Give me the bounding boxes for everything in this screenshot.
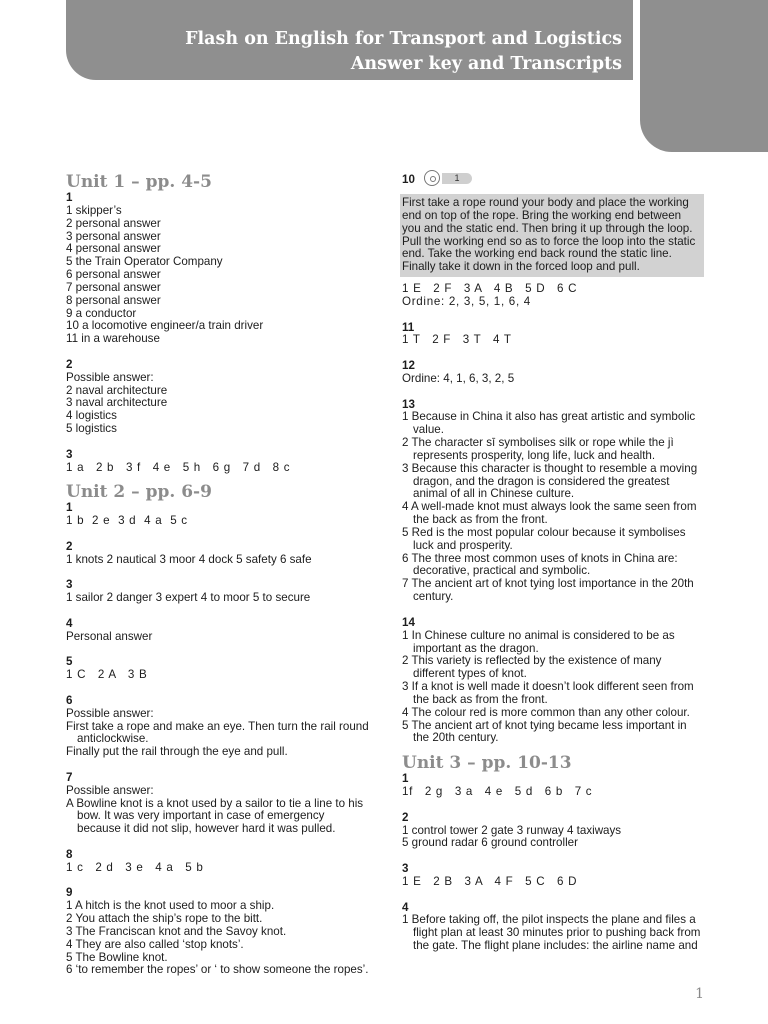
- answer-line: 1 b 2 e 3 d 4 a 5 c: [66, 514, 188, 528]
- answer-line: 3 Because this character is thought to resemble a moving dragon, and the dragon is considered the greatest animal of all in Chinese culture.: [402, 461, 698, 501]
- answer-line: 10 a locomotive engineer/a train driver: [66, 319, 264, 333]
- exercise-number: 7: [66, 770, 73, 784]
- answer-line: 2 You attach the ship’s rope to the bitt.: [66, 912, 263, 926]
- exercise-number: 8: [66, 847, 73, 861]
- answer-line: 11 in a warehouse: [66, 332, 160, 346]
- answer-line: 4 personal answer: [66, 242, 161, 256]
- answer-line: 3 The Franciscan knot and the Savoy knot.: [66, 924, 287, 938]
- answer-line: Finally put the rail through the eye and pull.: [66, 745, 288, 759]
- answer-line: 1 a 2 b 3 f 4 e 5 h 6 g 7 d 8 c: [66, 460, 291, 474]
- audio-track-number: 1: [442, 173, 472, 184]
- answer-line: 1 sailor 2 danger 3 expert 4 to moor 5 to secure: [66, 591, 311, 605]
- answer-line: Ordine: 4, 1, 6, 3, 2, 5: [402, 371, 515, 385]
- document-subtitle: Answer key and Transcripts: [350, 54, 622, 74]
- exercise-number: 3: [66, 578, 73, 592]
- answer-line: 1 E 2 F 3 A 4 B 5 D 6 C: [402, 282, 578, 296]
- answer-line: 1 c 2 d 3 e 4 a 5 b: [66, 860, 204, 874]
- exercise-10-answers: [402, 283, 702, 309]
- answer-line: 1 T 2 F 3 T 4 T: [402, 333, 512, 347]
- answer-line: 5 The Bowline knot.: [66, 950, 168, 964]
- answer-line: 4 The colour red is more common than any other colour.: [402, 705, 690, 719]
- unit-3-exercise-3: [402, 863, 702, 889]
- answer-line: 6 The three most common uses of knots in China are: decorative, practical and symbolic.: [402, 551, 678, 578]
- answer-line: 7 The ancient art of knot tying lost importance in the 20th century.: [402, 577, 694, 604]
- answer-line: 5 Red is the most popular colour because it symbolises luck and prosperity.: [402, 525, 686, 552]
- answer-line: 6 personal answer: [66, 268, 161, 282]
- answer-line: 4 They are also called ‘stop knots’.: [66, 937, 244, 951]
- answer-line: First take a rope and make an eye. Then turn the rail round anticlockwise.: [66, 719, 369, 746]
- unit-3-exercise-2: [402, 812, 702, 851]
- answer-line: 2 naval architecture: [66, 383, 168, 397]
- page-number: 1: [695, 986, 704, 1002]
- right-column: [402, 172, 702, 966]
- answer-line: 8 personal answer: [66, 293, 161, 307]
- exercise-14: [402, 617, 702, 745]
- exercise-number: 6: [66, 693, 73, 707]
- answer-line: Ordine: 2, 3, 5, 1, 6, 4: [402, 294, 531, 308]
- unit-3-heading: Unit 3 – pp. 10-13: [402, 753, 572, 774]
- unit-2-heading: Unit 2 – pp. 6-9: [66, 482, 212, 503]
- answer-line: Possible answer:: [66, 706, 154, 720]
- answer-line: 1 A hitch is the knot used to moor a ship.: [66, 899, 275, 913]
- unit-3-exercise-4: [402, 902, 702, 953]
- exercise-number: 4: [66, 616, 73, 630]
- document-title: Flash on English for Transport and Logistics: [185, 29, 622, 49]
- answer-line: 5 logistics: [66, 422, 117, 436]
- exercise-number: 2: [402, 810, 409, 824]
- answer-line: 6 ‘to remember the ropes’ or ‘ to show someone the ropes’.: [66, 963, 369, 977]
- answer-line: Personal answer: [66, 629, 153, 643]
- exercise-number: 2: [66, 357, 73, 371]
- answer-line: 5 ground radar 6 ground controller: [402, 836, 578, 850]
- exercise-number: 9: [66, 886, 73, 900]
- answer-line: 1 E 2 B 3 A 4 F 5 C 6 D: [402, 874, 578, 888]
- answer-line: 4 logistics: [66, 409, 117, 423]
- answer-line: 3 personal answer: [66, 229, 161, 243]
- answer-line: 1 C 2 A 3 B: [66, 668, 148, 682]
- answer-line: 1f 2 g 3 a 4 e 5 d 6 b 7 c: [402, 785, 593, 799]
- answer-line: 1 control tower 2 gate 3 runway 4 taxiways: [402, 823, 622, 837]
- exercise-number: 14: [402, 615, 415, 629]
- answer-line: 1 Because in China it also has great artistic and symbolic value.: [402, 410, 696, 437]
- answer-line: 2 The character sī symbolises silk or rope while the jì represents prosperity, long life, luck and health.: [402, 436, 674, 462]
- answer-line: A Bowline knot is a knot used by a sailor to tie a line to his bow. It was very important in case of emergency because it did not slip, however hard it was pulled.: [66, 796, 364, 836]
- answer-line: 1 knots 2 nautical 3 moor 4 dock 5 safety 6 safe: [66, 552, 312, 566]
- unit-2-exercise-4: [66, 618, 371, 644]
- exercise-number: 3: [402, 862, 409, 876]
- audio-transcript: First take a rope round your body and place the working end on top of the rope. Bring the working end between you and the static end. Then bring it up through the loop. Pull the working end so as to force the loop into the static end. Take the working end back round the static line. Finally take it down in the forced loop and pull.: [400, 194, 704, 277]
- unit-1-exercise-1: [66, 192, 371, 346]
- unit-3-exercise-1: [402, 773, 702, 799]
- exercise-11: [402, 322, 702, 348]
- answer-line: 3 If a knot is well made it doesn’t look different seen from the back as from the front.: [402, 680, 694, 706]
- unit-2-exercise-3: [66, 579, 371, 605]
- unit-2-exercise-9: [66, 887, 371, 977]
- left-column: [66, 172, 371, 990]
- exercise-number: 11: [402, 320, 415, 334]
- answer-line: 2 This variety is reflected by the existence of many different types of knot.: [402, 654, 662, 681]
- exercise-number: 13: [402, 397, 415, 411]
- answer-line: Possible answer:: [66, 783, 154, 797]
- unit-2-exercise-1: [66, 502, 371, 528]
- exercise-10-header: [402, 172, 702, 196]
- exercise-10-number: 10: [402, 173, 415, 186]
- answer-line: 4 A well-made knot must always look the same seen from the back as from the front.: [402, 500, 697, 527]
- unit-2-exercise-2: [66, 541, 371, 567]
- unit-2-exercise-7: [66, 772, 371, 836]
- answer-line: 5 The ancient art of knot tying became less important in the 20th century.: [402, 718, 687, 745]
- exercise-number: 3: [66, 447, 73, 461]
- exercise-number: 1: [402, 772, 409, 786]
- exercise-12: [402, 360, 702, 386]
- audio-cd-icon: [424, 170, 440, 186]
- answer-line: 1 In Chinese culture no animal is considered to be as important as the dragon.: [402, 628, 675, 655]
- unit-2-exercise-8: [66, 849, 371, 875]
- answer-line: 3 naval architecture: [66, 396, 168, 410]
- answer-line: 7 personal answer: [66, 280, 161, 294]
- exercise-number: 4: [402, 900, 409, 914]
- answer-line: 9 a conductor: [66, 306, 137, 320]
- unit-1-heading: Unit 1 – pp. 4-5: [66, 172, 212, 192]
- exercise-13: [402, 399, 702, 605]
- unit-2-exercise-6: [66, 695, 371, 759]
- answer-line: Possible answer:: [66, 370, 154, 384]
- exercise-number: 1: [66, 191, 73, 204]
- unit-1-exercise-2: [66, 359, 371, 436]
- unit-2-exercise-5: [66, 656, 371, 682]
- exercise-number: 5: [66, 655, 73, 669]
- answer-line: 5 the Train Operator Company: [66, 255, 223, 269]
- answer-line: 2 personal answer: [66, 216, 161, 230]
- exercise-number: 12: [402, 359, 415, 373]
- answer-line: 1 skipper’s: [66, 203, 122, 217]
- answer-line: 1 Before taking off, the pilot inspects the plane and files a flight plan at least 30 minutes prior to pushing back from the gate. The flight plane includes: the airline name and: [402, 913, 701, 953]
- corner-tab: [640, 0, 768, 152]
- header-banner: [66, 0, 633, 80]
- exercise-number: 1: [66, 501, 73, 515]
- unit-1-exercise-3: [66, 449, 371, 475]
- exercise-number: 2: [66, 539, 73, 553]
